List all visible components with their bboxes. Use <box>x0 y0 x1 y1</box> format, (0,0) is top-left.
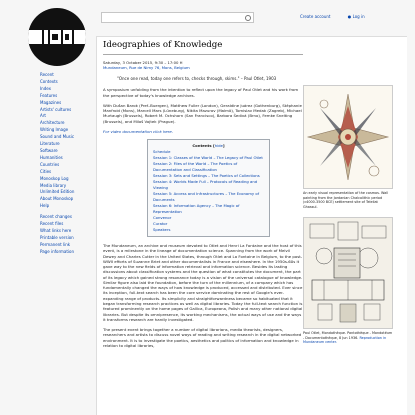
figure-mondotheque-caption <box>303 331 393 345</box>
sidebar-item[interactable]: Unlimited Edition <box>40 189 75 195</box>
event-date: Saturday, 3 October 2015, 9:30 – 17:00 H <box>103 59 183 65</box>
sidebar-item[interactable]: Art <box>40 113 46 119</box>
epigraph-quote: "Once one read, today one refers to, checks through, skims." – Paul Otlet, 1903 <box>117 75 277 81</box>
sidebar-tool-item[interactable]: Page information <box>40 248 75 254</box>
toc-entry[interactable]: Session 3: Sets and Settings – The Poetics of Collections <box>153 173 260 179</box>
cosmos-image[interactable] <box>303 85 393 189</box>
sidebar-tool-item[interactable]: Recent files <box>40 221 64 227</box>
sidebar-main-links <box>40 72 90 210</box>
video-note[interactable]: For video documentation click here. <box>103 128 174 134</box>
sidebar-item[interactable]: Countries <box>40 161 60 167</box>
logo-mark <box>72 24 74 50</box>
search-input[interactable] <box>101 12 254 23</box>
toc-entry[interactable]: Speakers <box>153 227 171 233</box>
toc-entry[interactable]: Schedule <box>153 149 171 155</box>
intro-paragraph: A symposium unfolding from the intention to reflect upon the legacy of Paul Otlet and his work from the perspective of today's knowledge archives. <box>103 87 299 98</box>
sidebar-item[interactable]: Index <box>40 85 52 91</box>
toc-entry[interactable]: Session 5: Access and Infrastructures – The Economy of Documents <box>153 191 260 203</box>
sidebar-item[interactable]: Help <box>40 203 50 209</box>
sidebar-item[interactable]: About Monoskop <box>40 196 74 202</box>
monoskop-logo[interactable] <box>28 8 86 66</box>
logo-mark <box>61 24 63 50</box>
login-link-text[interactable]: Log in <box>352 14 365 19</box>
sidebar-item[interactable]: Cities <box>40 168 52 174</box>
star-wall-painting <box>304 86 392 188</box>
search-icon[interactable] <box>245 15 251 21</box>
sidebar-item[interactable]: Monoskop Log <box>40 175 69 181</box>
body-paragraph-2: The present event brings together a number of digital librarians, media theorists, designers, researchers and artists to discuss novel ways of reading and writing research in the digital networked environment. It is to investigate the poetics, aesthetics and politics of information and knowledge in relation to digital libraries, <box>103 327 302 348</box>
table-of-contents <box>147 139 270 237</box>
sidebar-tool-item[interactable]: Recent changes <box>40 214 72 220</box>
logo-mark <box>52 34 58 40</box>
sidebar-item[interactable]: Literature <box>40 141 60 147</box>
toc-entry[interactable]: Session 4: Worlds Made Full – Protocols of Reading and Viewing <box>153 179 258 191</box>
logo-mark <box>65 34 69 40</box>
toc-title: Contents [hide] <box>192 143 225 149</box>
toc-entry[interactable]: Session 6: Information Agency – The Magic of Representation <box>153 203 240 215</box>
create-account-link[interactable]: Create account <box>300 14 331 19</box>
sidebar-item[interactable]: Software <box>40 147 58 153</box>
sidebar-item[interactable]: Writing Image <box>40 127 69 133</box>
logo-mark <box>48 24 50 50</box>
toc-hide-link[interactable]: hide <box>214 143 223 149</box>
event-meta <box>103 60 309 70</box>
figure-cosmos <box>303 85 393 210</box>
sidebar-tool-item[interactable]: Permanent link <box>40 241 71 247</box>
sidebar-item[interactable]: Features <box>40 92 58 98</box>
mondotheque-drawing <box>304 218 392 328</box>
sidebar-item[interactable]: Sound and Music <box>40 134 75 140</box>
sidebar-tools <box>40 214 90 255</box>
sidebar-item[interactable]: Magazines <box>40 99 62 105</box>
participants-paragraph: With Dušan Barok (Pref–Buergen), Matthew Fuller (London), Geraldine Juárez (Gothenburg), Stéphanie Manfroid (Mons), Marcell Mars (Lüneburg), Nikita Mazurov (Malmö), Tomislav Medak (Zagreb), Michael Murtaugh (Brussels), Robert M. Ochshorn (San Francisco), Barbora Šedivá (Brno), Femke Snelting (Brussels), and Miloš Vojtek (Prague). <box>103 102 302 124</box>
toc-entry[interactable]: Convenor <box>153 215 172 221</box>
toc-entries <box>153 149 264 233</box>
fig2-caption-text: Paul Otlet, Mondothèque. Pantothèque - Mondotéum - Documentothèque, 8 Jun 1936. <box>303 331 393 340</box>
sidebar-item[interactable]: Recent <box>40 72 54 77</box>
sidebar-item[interactable]: Architecture <box>40 120 65 126</box>
toc-entry[interactable]: Curator <box>153 221 168 227</box>
fig2-caption-link[interactable]: Reproduction in Mundaneum center. <box>303 335 387 345</box>
login-link[interactable] <box>340 14 365 19</box>
sidebar-tool-item[interactable]: What links here <box>40 227 72 233</box>
figure-mondotheque <box>303 217 393 367</box>
sidebar-item[interactable]: Artists' cultures <box>40 106 72 112</box>
event-place[interactable]: Mundaneum, Rue de Nimy 76, Mons, Belgium <box>103 64 190 70</box>
toc-entry[interactable]: Session 2: Files of the World – The Poetics of Documentation and Classification <box>153 161 238 173</box>
page-title: Ideographies of Knowledge <box>103 40 303 55</box>
toc-entry[interactable]: Session 1: Classes of the World – The Legacy of Paul Otlet <box>153 155 263 161</box>
main-content <box>96 36 407 415</box>
body-paragraph-1: The Mundaneum, an archive and museum devoted to Otlet and Henri La Fontaine and the host of this event, is a milestone in the lineage of documentation science. Spanning from the work of Melvil Dewey and Charles Cutter in the United States, through Otlet and La Fontaine in Belgium, to the post-WWII efforts of Suzanne Briet and other documentalists in France and elsewhere. In the 1950s-60s it gave way to the new fields of information retrieval and information science. Besides its lasting discussions about classification systems and the question of what constitutes the document, the part of its legacy which gained strong resonance today is a vision of the universal catalogue of knowledge. Similar figure also laid the foundation, before the turn of the millennium, of a company which has fundamentally changed the ways of how knowledge is produced, accessed and distributed. Ever since its inception, full-text search has been the core service dominating the rest of Google's ever-expanding range of products. Its simplicity and straightforwardness became so habituated that it began transforming research practices as well as digital libraries. Today the full-text search function is featured prominently on the home pages of Gallica, Europeana, Polish and many other national digital libraries. But despite its omnipresence, its working mechanisms, the actual ways of use and the ways it transforms research are hardly investigated. <box>103 243 303 322</box>
article-body <box>103 60 309 349</box>
figure-cosmos-caption: An early visual representation of the cosmos. Wall painting from the Jordanian Chalcolithic period (c4000-3500 BCE) settlement site of Teleilat Ghassul. <box>303 191 389 209</box>
sidebar-nav <box>40 72 90 256</box>
sidebar-tool-item[interactable]: Printable version <box>40 234 74 240</box>
user-icon: ● <box>347 14 352 19</box>
sidebar-item[interactable]: Humanities <box>40 154 63 160</box>
user-links <box>300 14 365 19</box>
mondotheque-image[interactable] <box>303 217 393 329</box>
toc-heading: Contents <box>192 143 212 149</box>
sidebar-item[interactable]: Contexts <box>40 78 58 84</box>
sidebar-item[interactable]: Media library <box>40 182 67 188</box>
logo-mark <box>42 24 44 50</box>
